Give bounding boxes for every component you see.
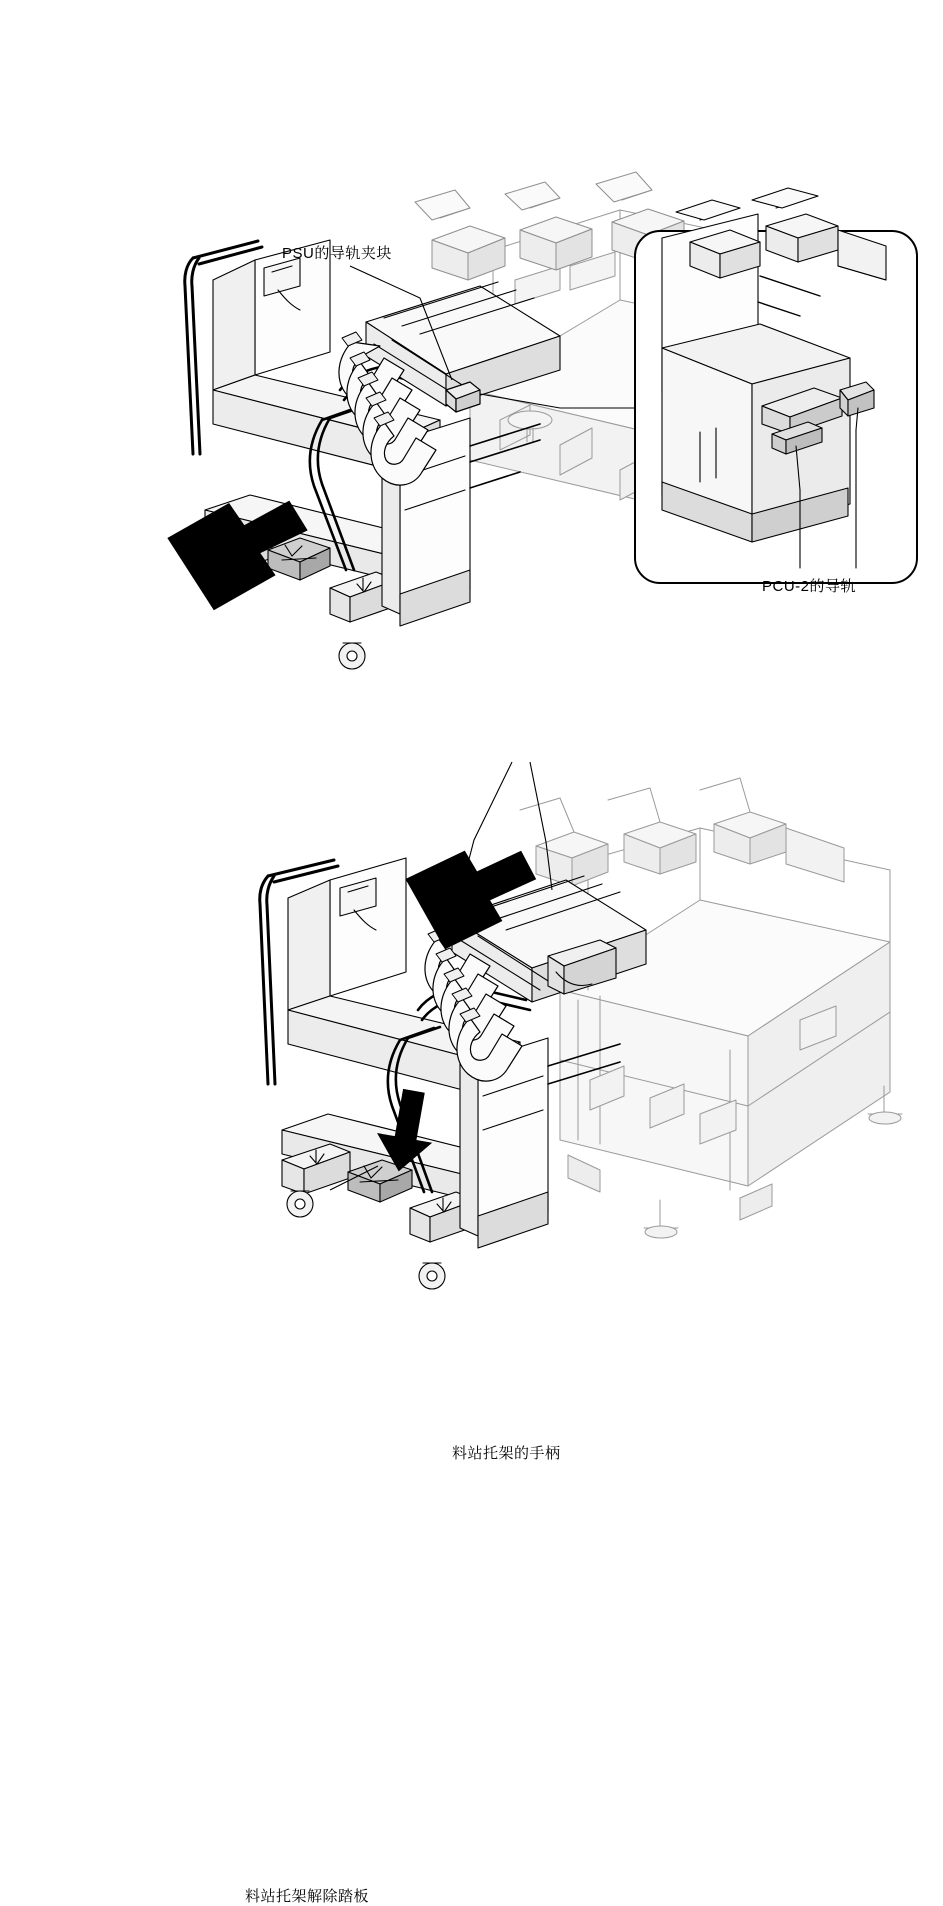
psu-rail-clamp-figure <box>0 90 943 610</box>
label-carrier-handle: 料站托架的手柄 <box>452 1445 561 1462</box>
inset-artwork <box>0 90 943 610</box>
label-psu-rail-clamp: PSU的导轨夹块 <box>282 245 392 262</box>
label-release-pedal: 料站托架解除踏板 <box>245 1888 370 1905</box>
station-carrier-figure <box>0 700 943 1905</box>
label-pcu-rail: PCU-2的导轨 <box>762 578 857 595</box>
bottom-figure-artwork <box>0 700 943 1260</box>
